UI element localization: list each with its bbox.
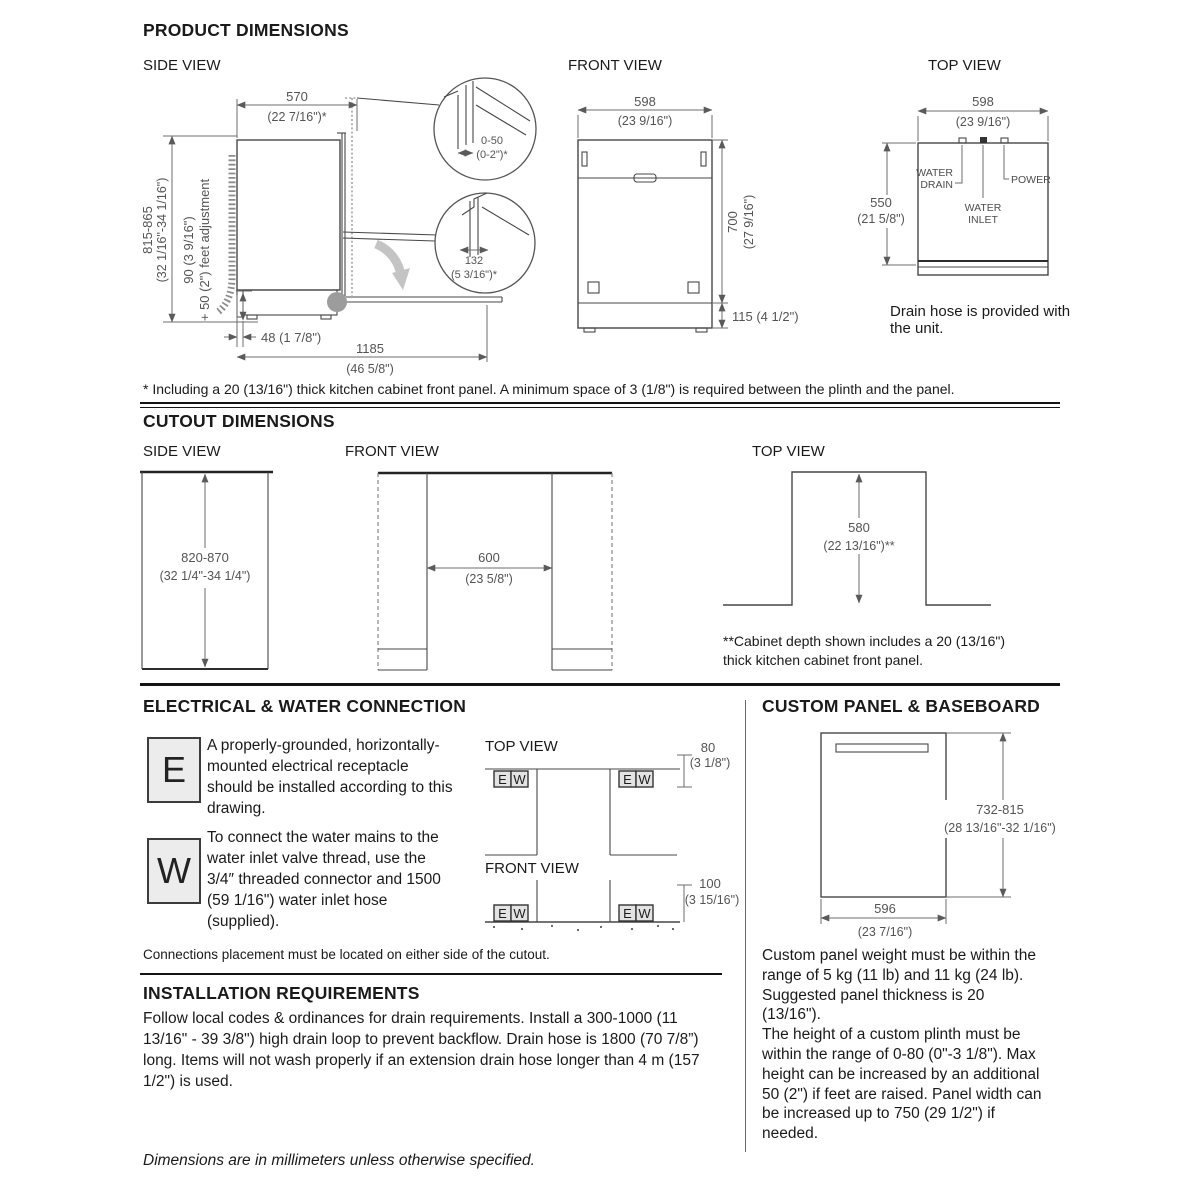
section-title-installation: INSTALLATION REQUIREMENTS: [143, 983, 420, 1003]
dim-text: 48 (1 7/8"): [261, 330, 322, 345]
custom-panel-outline: [821, 733, 946, 897]
dim-panel-height: [933, 733, 1065, 897]
dishwasher-front-outline: [578, 140, 712, 332]
connection-front-view-label: FRONT VIEW: [485, 860, 579, 877]
dim-connection-offset-front: [677, 876, 739, 922]
product-top-view-diagram: [855, 85, 1070, 315]
custom-panel-paragraph-1: Custom panel weight must be within the range of 5 kg (11 lb) and 11 kg (24 lb). Suggested panel thickness is 20 (13/16").: [762, 947, 1036, 1024]
e-marker: E: [498, 772, 507, 787]
section-title-cutout-dimensions: CUTOUT DIMENSIONS: [143, 411, 335, 431]
dim-text: 1185: [356, 341, 384, 356]
section-title-electrical-water: ELECTRICAL & WATER CONNECTION: [143, 696, 467, 716]
product-footnote: * Including a 20 (13/16") thick kitchen cabinet front panel. A minimum space of 3 (1/8") is required between the plinth and the panel.: [143, 381, 955, 397]
dim-text: (21 5/8"): [857, 212, 905, 226]
dim-text: 80: [700, 740, 716, 755]
dim-text: 132: [464, 255, 484, 267]
section-title-product-dimensions: PRODUCT DIMENSIONS: [143, 20, 349, 40]
dim-text: 596: [874, 901, 896, 916]
section-divider: [140, 683, 1060, 686]
dim-text: 600: [478, 550, 500, 565]
dim-text: 580: [848, 520, 870, 535]
dim-text: (32 1/4"-34 1/4"): [159, 569, 251, 583]
drain-hose-coil: [218, 155, 232, 312]
detail-circle-top-gap: [357, 78, 536, 180]
connections-caption: Connections placement must be located on either side of the cutout.: [143, 947, 550, 962]
dim-text: (22 7/16")*: [267, 110, 327, 124]
dim-front-height: [712, 140, 799, 328]
cutout-top-view-label: TOP VIEW: [752, 443, 825, 460]
dim-text: (32 1/16"-34 1/16"): [155, 177, 169, 283]
cutout-side-view-diagram: [140, 462, 290, 677]
dim-text: 0-50: [480, 135, 504, 147]
power-label: POWER: [1011, 174, 1051, 186]
panel-handle-slot: [836, 744, 928, 752]
dim-text: (22 13/16")**: [823, 539, 895, 553]
w-marker: W: [513, 772, 526, 787]
water-inlet-label: INLET: [968, 214, 998, 226]
water-inlet-label: WATER: [964, 202, 1002, 214]
dim-text: (28 13/16"-32 1/16"): [944, 821, 1056, 835]
dim-text: (3 1/8"): [689, 756, 731, 770]
custom-panel-text: [762, 946, 1047, 1144]
w-marker: W: [513, 906, 526, 921]
product-top-view-label: TOP VIEW: [928, 57, 1001, 74]
dim-front-width: [578, 94, 712, 138]
electrical-text: A properly-grounded, horizontally-mounted electrical receptacle should be installed according to this drawing.: [207, 737, 453, 817]
product-front-view-label: FRONT VIEW: [568, 57, 662, 74]
foot-screw-right: [688, 282, 699, 293]
ground-speckle: [493, 925, 674, 931]
product-side-view-diagram: [140, 65, 545, 383]
top-slot-left: [582, 152, 587, 166]
cutout-front-view-label: FRONT VIEW: [345, 443, 439, 460]
dim-text: (46 5/8"): [346, 362, 394, 376]
w-marker: W: [638, 906, 651, 921]
connection-boxes: [494, 905, 653, 921]
product-side-view-label: SIDE VIEW: [143, 57, 221, 74]
water-drain-label: WATER: [916, 167, 953, 179]
water-drain-connector: [959, 138, 966, 143]
top-slot-right: [701, 152, 706, 166]
detail-circle-plinth: [343, 193, 535, 293]
dim-text: 820-870: [181, 550, 229, 565]
dim-text: 598: [972, 94, 994, 109]
electrical-symbol: E: [161, 749, 186, 790]
dim-connection-offset-top: [677, 740, 730, 787]
dim-text: (23 5/8"): [465, 572, 513, 586]
electrical-symbol-box: [147, 737, 201, 803]
dim-text: 732-815: [976, 802, 1024, 817]
connection-top-view-label: TOP VIEW: [485, 738, 558, 755]
door-swing-arrow: [376, 244, 401, 276]
section-divider: [140, 402, 1060, 408]
cutout-side-view-label: SIDE VIEW: [143, 443, 221, 460]
section-title-custom-panel: CUSTOM PANEL & BASEBOARD: [762, 696, 1041, 716]
dim-text: 550: [870, 195, 892, 210]
dim-top-width: [918, 94, 1048, 141]
dim-panel-width: [821, 899, 946, 939]
cutout-front-view-diagram: [345, 462, 635, 677]
dim-recess: [224, 295, 321, 347]
e-marker: E: [498, 906, 507, 921]
cutout-note: **Cabinet depth shown includes a 20 (13/16") thick kitchen cabinet front panel.: [723, 633, 1006, 668]
water-symbol-box: [147, 838, 201, 904]
dim-text: (27 9/16"): [742, 194, 756, 250]
water-symbol: W: [157, 850, 191, 891]
dim-text: (23 9/16"): [617, 114, 673, 128]
installation-text: Follow local codes & ordinances for drain requirements. Install a 300-1000 (11 13/16" - 39 3/8") high drain loop to prevent backflow. Drain hose is 1800 (70 7/8”) long. Items will not wash properly if an extension drain hose longer than 4 m (157 1/2") is used.: [143, 1010, 700, 1090]
dim-text: (0-2")*: [476, 149, 508, 161]
foot-screw-left: [588, 282, 599, 293]
connection-top-view-diagram: [480, 735, 750, 865]
e-marker: E: [623, 906, 632, 921]
water-drain-label: DRAIN: [920, 179, 953, 191]
dim-text: 815-865: [140, 206, 155, 254]
dishwasher-top-outline: [916, 137, 1051, 275]
dim-text: + 50 (2") feet adjustment: [197, 178, 212, 322]
water-inlet-connector: [980, 137, 987, 143]
dim-text: (23 9/16"): [955, 115, 1011, 129]
dim-text: 570: [286, 89, 308, 104]
custom-panel-paragraph-2: The height of a custom plinth must be within the range of 0-80 (0"-3 1/8"). Max height can be increased by an additional 50 (2") if feet are raised. Panel width can be increased up to 750 (29 1/2") if needed.: [762, 1026, 1042, 1143]
connection-boxes: [494, 771, 653, 787]
connection-front-view-diagram: [480, 872, 750, 947]
w-marker: W: [638, 772, 651, 787]
dim-side-depth: [237, 89, 357, 138]
dim-text: 598: [634, 94, 656, 109]
dim-text: 700: [725, 211, 740, 233]
product-front-view-diagram: [565, 85, 815, 380]
dim-plinth-height: [181, 178, 252, 321]
units-footnote: Dimensions are in millimeters unless otherwise specified.: [143, 1152, 535, 1169]
dim-text: 100: [699, 876, 721, 891]
dim-text: 90 (3 9/16"): [181, 216, 196, 284]
custom-panel-diagram: [815, 718, 1065, 948]
section-divider: [140, 973, 722, 975]
e-marker: E: [623, 772, 632, 787]
dim-top-depth: [855, 143, 916, 265]
dim-text: (3 15/16"): [684, 893, 740, 907]
power-connector: [1001, 138, 1008, 143]
water-text: To connect the water mains to the water inlet valve thread, use the 3/4″ threaded connector and 1500 (59 1/16") water inlet hose (supplied).: [207, 829, 441, 930]
door-hinge-dot: [327, 292, 347, 312]
dim-text: (23 7/16"): [857, 925, 913, 939]
dim-text: 115 (4 1/2"): [732, 309, 799, 324]
drain-hose-note: Drain hose is provided with the unit.: [890, 303, 1071, 337]
dim-text: (5 3/16")*: [450, 269, 498, 281]
